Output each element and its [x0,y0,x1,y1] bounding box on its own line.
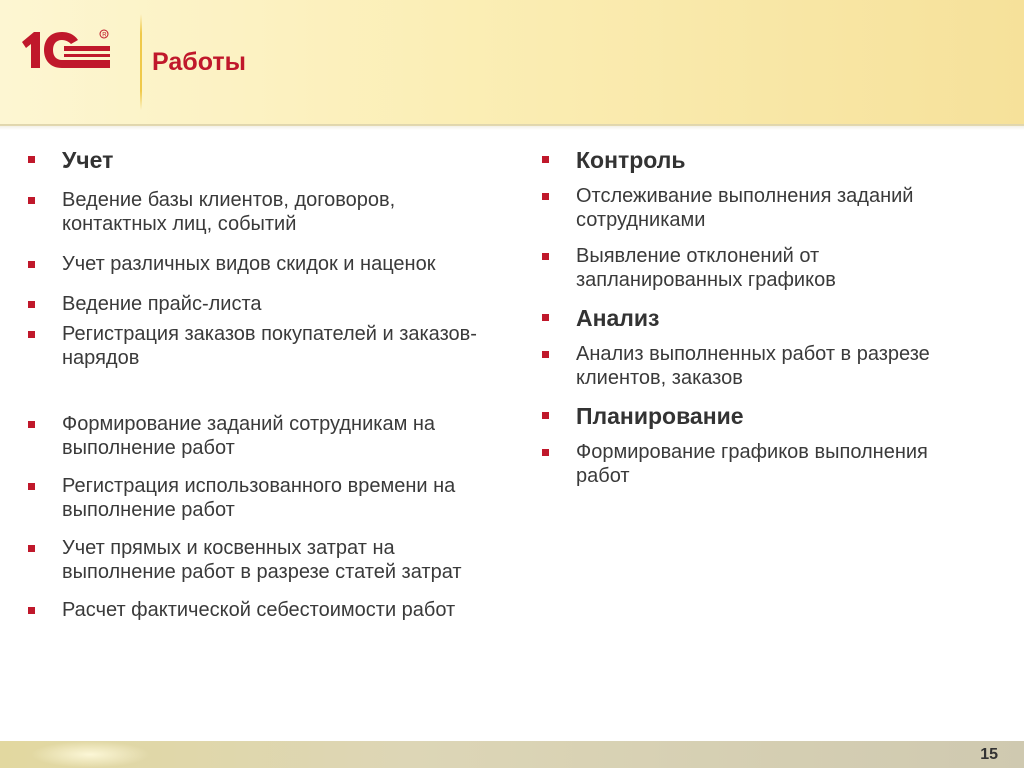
bullet-icon [28,545,35,552]
list-item: Анализ выполненных работ в разрезе клиентов, заказов [540,342,950,390]
bullet-icon [28,156,35,163]
bullet-icon [542,253,549,260]
list-item: Учет различных видов скидок и наценок [26,252,496,276]
bullet-icon [542,351,549,358]
bullet-icon [28,607,35,614]
footer-band [0,741,1024,768]
list-item: Ведение базы клиентов, договоров, контактных лиц, событий [26,188,496,236]
list-item: Формирование графиков выполнения работ [540,440,950,488]
bullet-icon [28,197,35,204]
svg-text:R: R [102,32,107,39]
1c-logo [20,26,112,74]
header-divider [140,14,142,110]
bullet-icon [542,156,549,163]
list-item: Учет прямых и косвенных затрат на выполнение работ в разрезе статей затрат [26,536,496,584]
bullet-icon [542,193,549,200]
list-item: Регистрация использованного времени на выполнение работ [26,474,496,522]
bullet-icon [28,261,35,268]
bullet-icon [28,421,35,428]
section-heading-control: Контроль [540,146,950,174]
section-heading-planning: Планирование [540,402,950,430]
page-number: 15 [980,746,998,763]
bullet-icon [28,483,35,490]
section-heading-analysis: Анализ [540,304,950,332]
list-item: Ведение прайс-листа [26,292,496,316]
list-item: Регистрация заказов покупателей и заказов-нарядов [26,322,496,370]
list-item: Отслеживание выполнения заданий сотрудниками [540,184,950,232]
bullet-icon [542,412,549,419]
bullet-icon [28,331,35,338]
bullet-icon [542,314,549,321]
list-item: Формирование заданий сотрудникам на выполнение работ [26,412,496,460]
slide-title: Работы [152,48,246,76]
right-column [540,146,950,488]
left-column [26,146,496,622]
bullet-icon [28,301,35,308]
bullet-icon [542,449,549,456]
list-item: Выявление отклонений от запланированных графиков [540,244,950,292]
footer-decoration [30,741,150,768]
header-band [0,0,1024,126]
header-shadow [0,124,1024,130]
list-item: Расчет фактической себестоимости работ [26,598,496,622]
section-heading-accounting: Учет [26,146,496,174]
